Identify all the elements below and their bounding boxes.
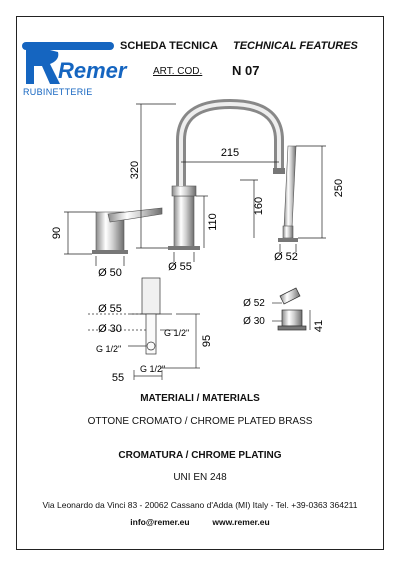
dia-30-bottom-right: Ø 30 (243, 316, 265, 327)
thread-g12-bottom: G 1/2" (140, 364, 166, 374)
dia-55-top: Ø 55 (168, 261, 192, 273)
dim-320: 320 (129, 160, 141, 180)
dia-30-bottom: Ø 30 (98, 323, 122, 335)
title-italian: SCHEDA TECNICA (120, 40, 218, 52)
thread-g12-right: G 1/2" (164, 328, 190, 338)
materials-value: OTTONE CROMATO / CHROME PLATED BRASS (87, 416, 313, 427)
dim-110: 110 (207, 213, 219, 231)
plating-title: CROMATURA / CHROME PLATING (118, 450, 282, 461)
article-code: N 07 (232, 63, 260, 78)
logo-subtitle: RUBINETTERIE (23, 87, 93, 97)
footer-contacts (0, 517, 400, 527)
logo-brand: Remer (58, 58, 127, 83)
thread-g12-left: G 1/2" (96, 344, 122, 354)
footer-website[interactable]: www.remer.eu (212, 517, 270, 527)
footer-email[interactable]: info@remer.eu (130, 517, 190, 527)
dia-50: Ø 50 (98, 267, 122, 279)
dim-55: 55 (111, 372, 125, 384)
dim-95: 95 (201, 334, 213, 348)
article-code-label: ART. COD. (153, 66, 203, 77)
dia-52-top: Ø 52 (274, 251, 298, 263)
dim-90: 90 (51, 226, 63, 240)
plating-value: UNI EN 248 (173, 472, 227, 483)
dia-55-bottom: Ø 55 (98, 303, 122, 315)
spout-body (168, 104, 285, 250)
lever-tap (92, 208, 162, 254)
materials-title: MATERIALI / MATERIALS (140, 393, 260, 404)
dim-41: 41 (313, 319, 325, 333)
title-english: TECHNICAL FEATURES (233, 40, 358, 52)
install-detail-right (272, 288, 310, 330)
footer-address: Via Leonardo da Vinci 83 - 20062 Cassano d'Adda (MI) Italy - Tel. +39-0363 364211 (42, 500, 358, 510)
dia-52-bottom: Ø 52 (243, 298, 265, 309)
dim-250: 250 (333, 178, 345, 198)
dim-215: 215 (220, 147, 240, 159)
dim-160: 160 (253, 196, 265, 216)
